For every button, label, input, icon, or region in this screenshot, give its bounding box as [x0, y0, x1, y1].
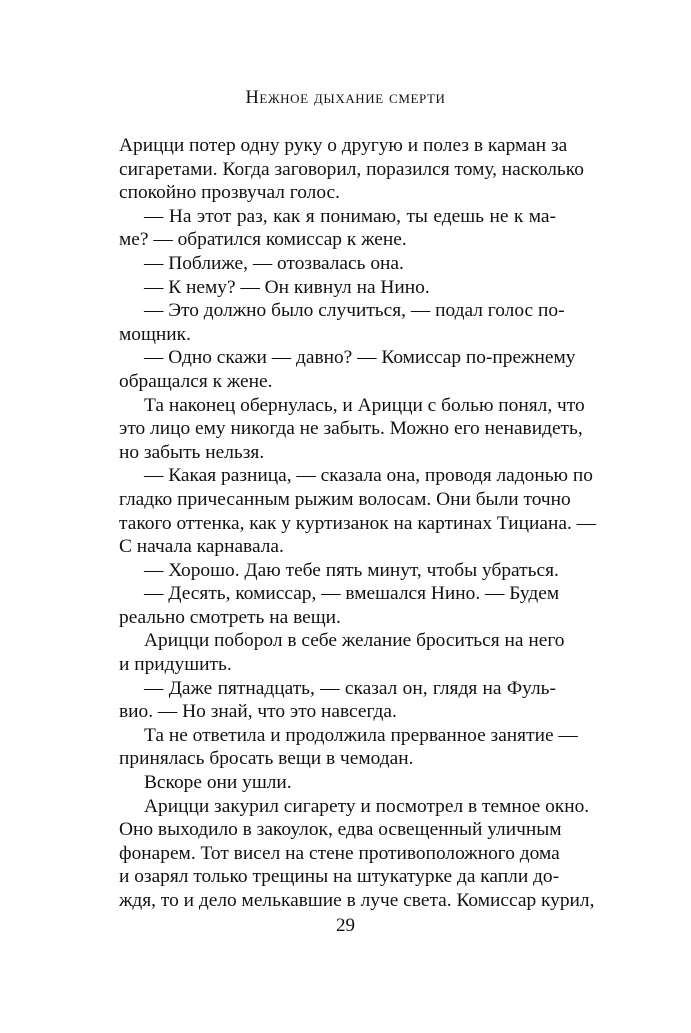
text-line: и придушить. [119, 654, 232, 676]
text-line: ждя, то и дело мелькавшие в луче света. Комиссар курил, [119, 890, 595, 911]
text-line: Арицци закурил сигарету и посмотрел в темное окно. [144, 795, 590, 817]
text-line: такого оттенка, как у куртизанок на картинах Тициана. — [119, 512, 597, 534]
text-line: — Хорошо. Даю тебе пять минут, чтобы убраться. [144, 559, 559, 581]
text-line: — Поближе, — отозвалась она. [144, 252, 404, 274]
text-line: — Это должно было случиться, — подал голос по- [144, 300, 565, 322]
body-text [119, 134, 597, 913]
text-line: вио. — Но знай, что это навсегда. [119, 701, 397, 723]
text-line: это лицо ему никогда не забыть. Можно его ненавидеть, [119, 418, 583, 440]
text-line: ме? — обратился комиссар к жене. [119, 229, 407, 251]
text-line: фонарем. Тот висел на стене противоположного дома [119, 842, 560, 864]
text-line: принялась бросать вещи в чемодан. [119, 748, 414, 770]
text-line: обращался к жене. [119, 370, 273, 392]
text-line: Та не ответила и продолжила прерванное занятие — [144, 724, 578, 746]
text-line: — На этот раз, как я понимаю, ты едешь не к ма- [144, 205, 556, 227]
text-line: спокойно прозвучал голос. [119, 182, 340, 204]
page-number: 29 [336, 915, 355, 936]
text-line: — К нему? — Он кивнул на Нино. [144, 276, 430, 298]
text-line: — Даже пятнадцать, — сказал он, глядя на Фуль- [144, 677, 556, 699]
text-line: Та наконец обернулась, и Арицци с болью понял, что [144, 394, 585, 416]
text-line: — Какая разница, — сказала она, проводя ладонью по [144, 465, 593, 487]
text-line: — Одно скажи — давно? — Комиссар по-прежнему [144, 347, 576, 369]
text-line: С начала карнавала. [119, 536, 284, 558]
text-line: но забыть нельзя. [119, 441, 265, 463]
text-line: и озарял только трещины на штукатурке да капли до- [119, 866, 560, 888]
running-head: Нежное дыхание смерти [245, 88, 446, 108]
text-line: сигаретами. Когда заговорил, поразился тому, насколько [119, 158, 584, 180]
text-line: Арицци потер одну руку о другую и полез в карман за [119, 135, 568, 156]
text-line: — Десять, комиссар, — вмешался Нино. — Будем [144, 583, 560, 605]
text-line: реально смотреть на вещи. [119, 606, 341, 628]
text-line: Оно выходило в закоулок, едва освещенный уличным [119, 819, 562, 841]
text-line: мощник. [119, 323, 191, 345]
text-line: Вскоре они ушли. [144, 772, 292, 794]
text-line: Арицци поборол в себе желание броситься на него [144, 630, 565, 652]
text-line: гладко причесанным рыжим волосам. Они были точно [119, 488, 571, 510]
